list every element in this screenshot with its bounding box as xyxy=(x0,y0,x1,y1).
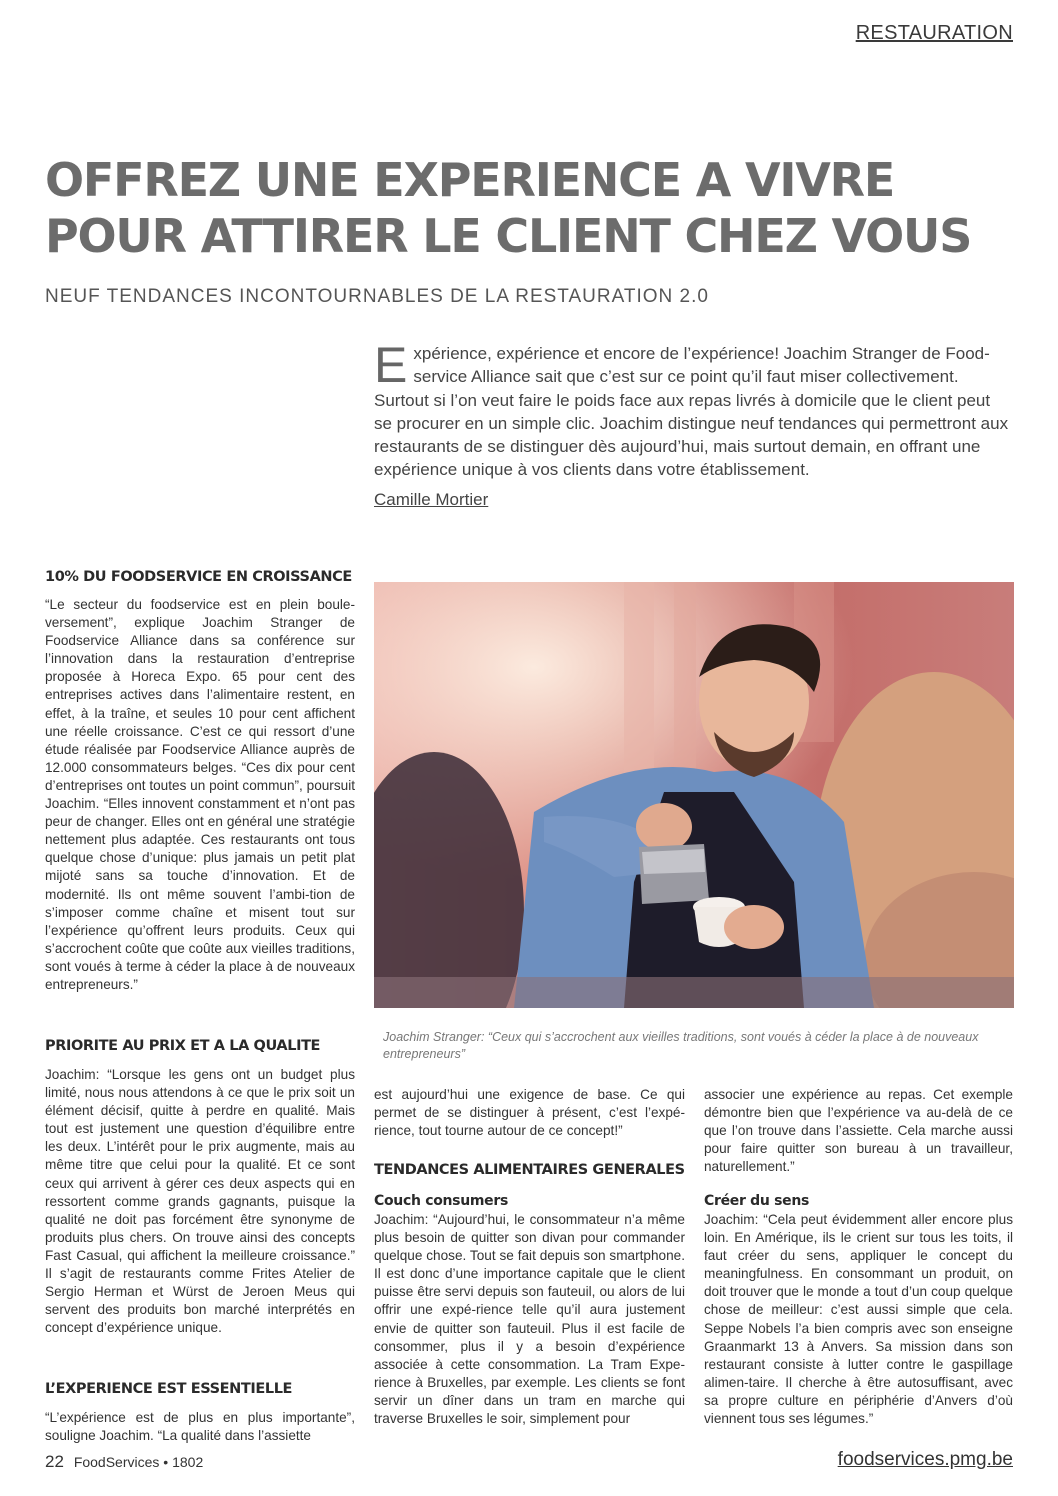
col2-paragraph-1: est aujourd’hui une exigence de base. Ce qui permet de se distinguer à présent, c’est l’expé-rience, tout tourne autour de ce concept!” xyxy=(374,1087,685,1139)
title-line-1: OFFREZ UNE EXPERIENCE A VIVRE xyxy=(45,153,895,207)
col3-paragraph-2: Joachim: “Cela peut évidemment aller encore plus loin. En Amérique, ils le crient sur tous les toits, il faut créer du sens, appliquer le concept du meaningfulness. En consommant un produit, on doit trouver que le monde a tout d’un coup quelque chose de meilleur: c’est aussi simple que cela. Seppe Nobels l’a bien compris avec son enseigne Graanmarkt 13 à Anvers. Sa mission dans son restaurant consiste à lutter contre le gaspillage alimen-taire. Il cherche à être autosuffisant, avec sa propre culture en périphérie d’Anvers d’où viennent tous ses légumes.” xyxy=(704,1212,1013,1427)
footer-left xyxy=(45,1452,203,1472)
author-byline[interactable]: Camille Mortier xyxy=(374,490,489,509)
intro-paragraph xyxy=(374,337,1010,482)
heading-experience-essentielle: L’EXPERIENCE EST ESSENTIELLE xyxy=(45,1381,293,1397)
drop-cap: E xyxy=(374,337,408,393)
subheading-couch-consumers: Couch consumers xyxy=(374,1193,509,1209)
article-subtitle: NEUF TENDANCES INCONTOURNABLES DE LA RESTAURATION 2.0 xyxy=(45,286,709,307)
magazine-issue: FoodServices • 1802 xyxy=(73,1454,204,1470)
col1-paragraph-1: “Le secteur du foodservice est en plein boule-versement”, explique Joachim Stranger de Foodservice Alliance dans sa conférence sur l’innovation dans la restauration d’entreprise proposée à Horeca Expo. 65 pour cent des entreprises actives dans l’alimentaire restent, en effet, à la traîne, et seules 10 pour cent affichent une réelle croissance. C’est ce qui ressort d’une étude réalisée par Foodservice Alliance auprès de 12.000 consommateurs belges. “Ces dix pour cent d’entreprises ont toutes un point commun”, poursuit Joachim. “Elles innovent constamment et n’ont pas peur de changer. Elles ont en général une stratégie nettement plus adaptée. Ces restaurants ont tous quelque chose d’unique: plus jamais un petit plat mijoté sans sa touche d’innovation. Et de modernité. Ils ont même souvent l’ambi-tion de s’imposer comme chaîne et misent tout sur l’expérience qu’offrent leurs produits. Ceux qui s’accrochent coûte que coûte aux vieilles traditions, sont voués à terme à céder la place à de nouveaux entrepreneurs.” xyxy=(45,597,355,992)
page-number: 22 xyxy=(45,1452,64,1471)
col2-paragraph-2: Joachim: “Aujourd’hui, le consommateur n’a même plus besoin de quitter son divan pour commander quelque chose. Tout se fait depuis son smartphone. Il est donc d’une importance capitale que le client puisse être servi depuis son fauteuil, ou alors de lui offrir une expé-rience telle qu’il aura justement envie de quitter son fauteuil. Plus il est facile de consommer, plus il y a besoin d’expérience associée à cette consommation. La Tram Expe-rience à Bruxelles, par exemple. Les clients se font servir un dîner dans un tram en marche qui traverse Bruxelles le soir, simplement pour xyxy=(374,1212,685,1427)
article-photo xyxy=(374,582,1014,1008)
heading-tendances-alimentaires: TENDANCES ALIMENTAIRES GENERALES xyxy=(374,1162,685,1178)
section-tag: RESTAURATION xyxy=(855,22,1013,44)
article-title xyxy=(45,152,1005,264)
heading-foodservice-croissance: 10% DU FOODSERVICE EN CROISSANCE xyxy=(45,569,352,585)
subheading-creer-du-sens: Créer du sens xyxy=(704,1193,810,1209)
col1-paragraph-2: Joachim: “Lorsque les gens ont un budget plus limité, nous nous attendons à ce que le prix soit un élément décisif, quitte à perdre en qualité. Mais tout est justement une question d’équilibre entre les deux. L’intérêt pour le prix augmente, mais au même titre que celui pour la qualité. Et ce sont ceux qui arrivent à gérer ces deux aspects qui en ressortent comme grands gagnants, puisque la qualité ne doit pas forcément être synonyme de produits plus chers. On trouve ainsi des concepts Fast Casual, qui affichent la meilleure croissance.” Il s’agit de restaurants comme Frites Atelier de Sergio Herman et Würst de Jeroen Meus qui servent des produits bon marché interprétés en concept d’expérience unique. xyxy=(45,1067,355,1336)
intro-text: xpérience, expérience et encore de l’expérience! Joachim Stranger de Food-service Alliance sait que c’est sur ce point qu’il faut miser collectivement. Surtout si l’on veut faire le poids face aux repas livrés à domicile que le client peut se procurer en un simple clic. Joachim distingue neuf tendances qui permettront aux restaurants de se distinguer dès aujourd’hui, mais surtout demain, en offrant une expérience unique à vos clients dans votre établissement. xyxy=(374,344,1009,480)
col1-paragraph-3: “L’expérience est de plus en plus importante”, souligne Joachim. “La qualité dans l’assiette xyxy=(45,1410,355,1444)
photo-caption: Joachim Stranger: “Ceux qui s’accrochent aux vieilles traditions, sont voués à céder la place à de nouveaux entrepreneurs” xyxy=(383,1030,979,1061)
website-link[interactable]: foodservices.pmg.be xyxy=(837,1449,1013,1470)
col3-paragraph-1: associer une expérience au repas. Cet exemple démontre bien que l’expérience va au-delà de ce que l’on trouve dans l’assiette. Cela marche aussi pour faire quitter son bureau à un travailleur, naturellement.” xyxy=(704,1087,1013,1175)
title-line-2: POUR ATTIRER LE CLIENT CHEZ VOUS xyxy=(45,209,972,263)
heading-prix-qualite: PRIORITE AU PRIX ET A LA QUALITE xyxy=(45,1038,321,1054)
